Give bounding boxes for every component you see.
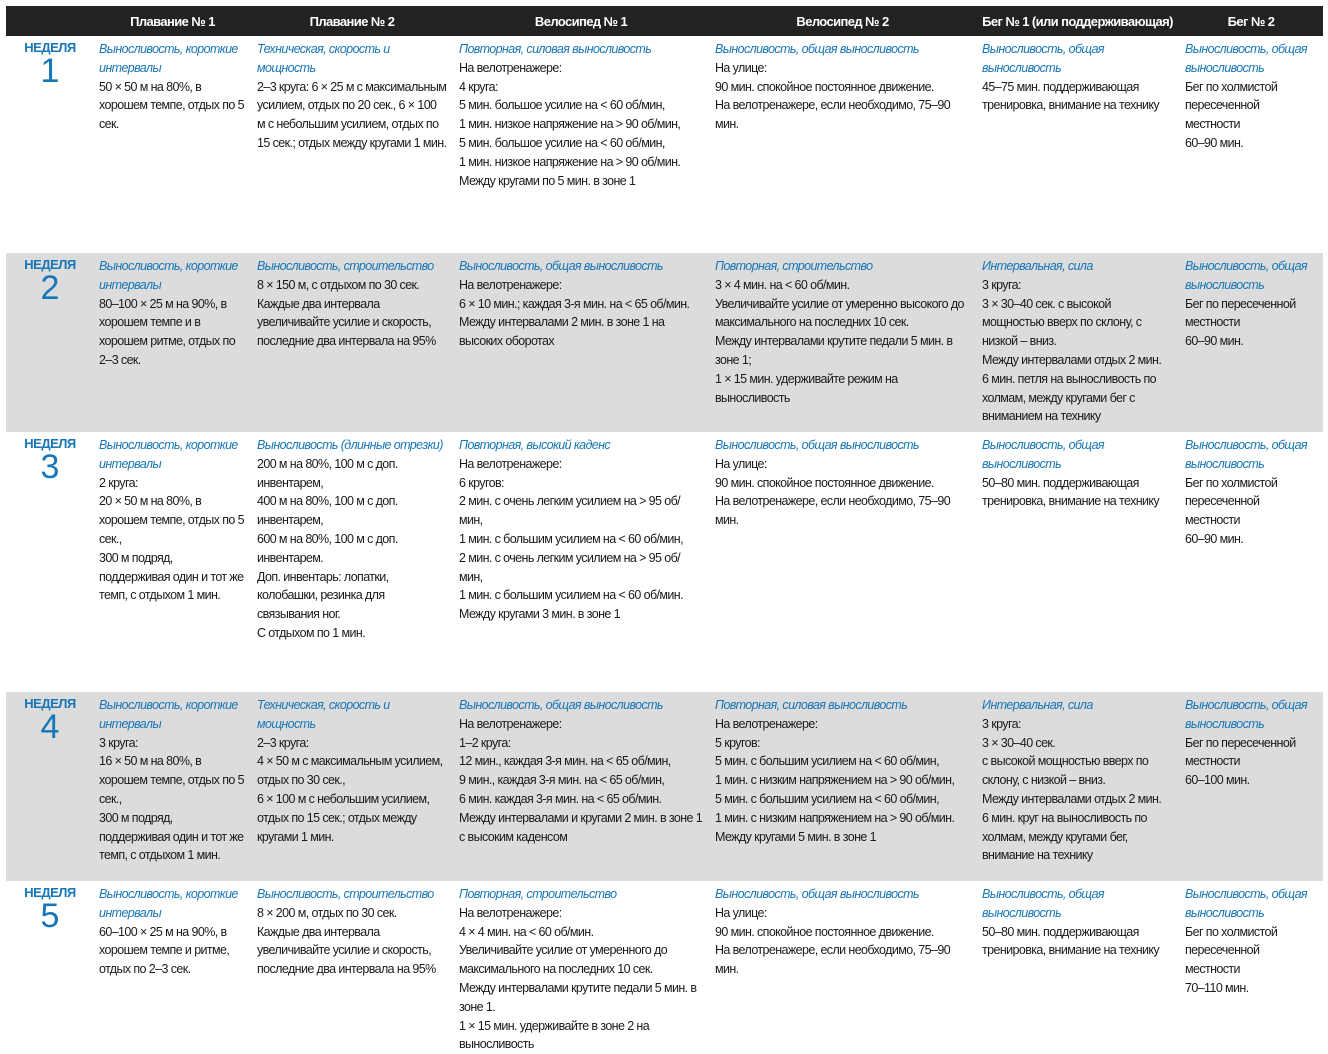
workout-detail-line: 6 мин. каждая 3-я мин. на < 65 об/мин. — [459, 791, 662, 806]
workout-cell-bike-2 — [709, 881, 976, 1041]
workout-detail-line: 400 м на 80%, 100 м с доп. инвентарем, — [257, 494, 398, 528]
workout-detail-line: 60–90 мин. — [1185, 334, 1244, 349]
week-label: НЕДЕЛЯ — [24, 885, 76, 900]
workout-cell-bike-1 — [453, 432, 709, 692]
workout-detail-line: Между интервалами отдых 2 мин. — [982, 352, 1162, 367]
workout-cell-swim-1 — [94, 36, 251, 253]
workout-detail-line: Между кругами 5 мин. в зоне 1 — [715, 829, 876, 844]
header-blank — [6, 6, 94, 36]
workout-detail-line: 2–3 круга: 6 × 25 м с максимальным усилием, отдых по 20 сек., 6 × 100 м с небольшим усилием, отдых по 15 сек.; отдых между кругами 1 мин. — [257, 79, 447, 150]
workout-detail-line: 1–2 круга: — [459, 735, 511, 750]
week-row — [6, 253, 1323, 432]
workout-cell-swim-2 — [251, 432, 453, 692]
workout-detail-line: 60–100 мин. — [1185, 773, 1250, 788]
week-label: НЕДЕЛЯ — [24, 696, 76, 711]
week-number: 2 — [40, 269, 60, 307]
workout-detail-line: На велотренажере, если необходимо, 75–90 мин. — [715, 494, 951, 528]
table-body — [6, 36, 1323, 1052]
header-run-1: Бег № 1 (или поддерживающая) — [982, 13, 1173, 29]
workout-detail-line: Между интервалами 2 мин. в зоне 1 на высоких оборотах — [459, 315, 665, 349]
workout-detail-line: 60–90 мин. — [1185, 135, 1244, 150]
workout-type: Выносливость, общая выносливость — [715, 438, 919, 452]
workout-detail-line: 600 м на 80%, 100 м с доп. инвентарем. — [257, 531, 398, 565]
workout-detail-line: 8 × 150 м, с отдыхом по 30 сек. Каждые два интервала увеличивайте усилие и скорость, последние два интервала на 95% — [257, 277, 436, 349]
workout-detail-line: 1 × 15 мин. удерживайте в зоне 2 на выносливость — [459, 1018, 650, 1052]
workout-detail-line: Увеличивайте усилие от умеренно высокого до максимального на последних 10 сек. — [715, 296, 964, 330]
workout-detail-line: Доп. инвентарь: лопатки, колобашки, резинка для связывания ног. — [257, 569, 389, 622]
workout-detail-line: Между интервалами крутите педали 5 мин. в зоне 1; — [715, 334, 953, 367]
week-row — [6, 432, 1323, 692]
workout-cell-bike-2 — [709, 432, 976, 692]
workout-type: Выносливость, общая выносливость — [982, 887, 1104, 920]
workout-detail-line: 6 × 100 м с небольшим усилием, отдых по 15 сек.; отдых между кругами 1 мин. — [257, 791, 430, 844]
training-plan-table — [6, 6, 1323, 1052]
table-header — [6, 6, 1323, 36]
workout-cell-bike-2 — [709, 692, 976, 881]
workout-type: Выносливость, общая выносливость — [982, 42, 1104, 75]
workout-cell-swim-2 — [251, 36, 453, 253]
workout-cell-run-2 — [1179, 881, 1323, 1041]
workout-detail-line: 9 мин., каждая 3-я мин. на < 65 об/мин, — [459, 773, 665, 788]
workout-cell-swim-1 — [94, 253, 251, 432]
workout-cell-swim-1 — [94, 692, 251, 881]
workout-detail-line: 8 × 200 м, отдых по 30 сек. — [257, 905, 397, 920]
workout-detail-line: На улице: — [715, 905, 767, 920]
workout-detail-line: 3 × 30–40 сек. — [982, 735, 1056, 750]
workout-type: Выносливость, общая выносливость — [1185, 438, 1307, 471]
workout-type: Выносливость, общая выносливость — [715, 887, 919, 901]
workout-detail-line: 2–3 круга: — [257, 735, 309, 750]
workout-detail-line: 1 × 15 мин. удерживайте режим на выносливость — [715, 371, 898, 405]
workout-detail-line: 2 мин. с очень легким усилием на > 95 об/мин, — [459, 550, 681, 584]
workout-detail-line: 4 × 50 м с максимальным усилием, отдых по 30 сек., — [257, 754, 443, 788]
workout-detail-line: 3 × 30–40 сек. с высокой мощностью вверх по склону, с низкой – вниз. — [982, 296, 1142, 349]
header-swim-2: Плавание № 2 — [309, 13, 395, 29]
workout-type: Выносливость, короткие интервалы — [99, 259, 238, 292]
week-number: 4 — [40, 708, 60, 746]
workout-detail-line: 2 круга: — [99, 475, 138, 490]
workout-cell-run-1 — [976, 253, 1179, 432]
workout-detail-line: 70–110 мин. — [1185, 980, 1249, 995]
workout-cell-bike-2 — [709, 253, 976, 432]
workout-detail-line: Каждые два интервала увеличивайте усилие и скорость, последние два интервала на 95% — [257, 924, 436, 977]
workout-type: Интервальная, сила — [982, 259, 1093, 273]
workout-detail-line: Между интервалами и кругами 2 мин. в зоне 1 с высоким каденсом — [459, 810, 703, 844]
workout-detail-line: Бег по холмистой пересеченной местности — [1185, 475, 1278, 528]
workout-type: Выносливость, общая выносливость — [1185, 42, 1307, 75]
workout-type: Повторная, силовая выносливость — [715, 698, 908, 712]
workout-detail-line: 20 × 50 м на 80%, в хорошем темпе, отдых по 5 сек., — [99, 494, 244, 546]
workout-detail-line: 50–80 мин. поддерживающая тренировка, внимание на технику — [982, 924, 1160, 958]
workout-detail-line: 1 мин. низкое напряжение на > 90 об/мин. — [459, 154, 681, 169]
workout-detail-line: 300 м подряд, поддерживая один и тот же темп, с отдыхом 1 мин. — [99, 810, 244, 863]
workout-detail-line: На велотренажере: — [715, 716, 818, 731]
workout-detail-line: Бег по холмистой пересеченной местности — [1185, 924, 1278, 977]
workout-type: Выносливость, общая выносливость — [715, 42, 919, 56]
workout-detail-line: На велотренажере, если необходимо, 75–90 мин. — [715, 943, 951, 977]
workout-type: Выносливость, короткие интервалы — [99, 698, 238, 731]
workout-detail-line: На велотренажере: — [459, 60, 562, 75]
workout-detail-line: 5 мин. большое усилие на < 60 об/мин, — [459, 135, 665, 150]
workout-type: Техническая, скорость и мощность — [257, 42, 390, 75]
workout-type: Выносливость, короткие интервалы — [99, 42, 238, 75]
workout-detail-line: 90 мин. спокойное постоянное движение. — [715, 924, 934, 939]
workout-cell-bike-1 — [453, 253, 709, 432]
workout-detail-line: На улице: — [715, 456, 767, 471]
workout-detail-line: 3 круга: — [982, 277, 1021, 292]
workout-cell-run-2 — [1179, 253, 1323, 432]
workout-detail-line: 1 мин. с большим усилием на < 60 об/мин, — [459, 531, 683, 546]
workout-type: Выносливость, общая выносливость — [1185, 698, 1307, 731]
workout-type: Выносливость, строительство — [257, 887, 434, 901]
workout-detail-line: 80–100 × 25 м на 90%, в хорошем темпе и в хорошем ритме, отдых по 2–3 сек. — [99, 296, 236, 367]
workout-cell-run-2 — [1179, 692, 1323, 881]
workout-detail-line: 12 мин., каждая 3-я мин. на < 65 об/мин, — [459, 754, 671, 769]
week-cell — [6, 881, 94, 1041]
workout-detail-line: Между интервалами отдых 2 мин. — [982, 791, 1162, 806]
workout-cell-bike-1 — [453, 36, 709, 253]
workout-type: Выносливость, общая выносливость — [982, 438, 1104, 471]
header-run-2: Бег № 2 — [1227, 13, 1275, 29]
week-label: НЕДЕЛЯ — [24, 436, 76, 451]
workout-detail-line: 3 × 4 мин. на < 60 об/мин. — [715, 277, 850, 292]
week-cell — [6, 692, 94, 881]
workout-detail-line: На велотренажере, если необходимо, 75–90 мин. — [715, 98, 951, 132]
workout-cell-swim-2 — [251, 692, 453, 881]
workout-detail-line: 90 мин. спокойное постоянное движение. — [715, 79, 934, 94]
workout-type: Выносливость, общая выносливость — [459, 698, 663, 712]
week-cell — [6, 253, 94, 432]
workout-detail-line: 5 кругов: — [715, 735, 760, 750]
workout-cell-swim-2 — [251, 881, 453, 1041]
week-label: НЕДЕЛЯ — [24, 40, 76, 55]
workout-detail-line: На велотренажере: — [459, 905, 562, 920]
workout-type: Повторная, высокий каденс — [459, 438, 611, 452]
workout-type: Интервальная, сила — [982, 698, 1093, 712]
workout-cell-bike-2 — [709, 36, 976, 253]
workout-detail-line: На улице: — [715, 60, 767, 75]
workout-type: Выносливость, короткие интервалы — [99, 887, 238, 920]
workout-detail-line: 6 мин. петля на выносливость по холмам, между кругами бег с вниманием на технику — [982, 371, 1157, 424]
workout-detail-line: 6 мин. круг на выносливость по холмам, между кругами бег, внимание на технику — [982, 810, 1147, 863]
workout-detail-line: Между интервалами крутите педали 5 мин. в зоне 1. — [459, 980, 697, 1014]
workout-detail-line: 1 мин. низкое напряжение на > 90 об/мин, — [459, 117, 681, 132]
workout-type: Выносливость, общая выносливость — [1185, 259, 1307, 292]
workout-detail-line: 60–100 × 25 м на 90%, в хорошем темпе и ритме, отдых по 2–3 сек. — [99, 924, 230, 977]
workout-detail-line: с высокой мощностью вверх по склону, с низкой – вниз. — [982, 754, 1149, 788]
workout-detail-line: Бег по холмистой пересеченной местности — [1185, 79, 1278, 132]
workout-detail-line: 1 мин. с большим усилием на < 60 об/мин. — [459, 588, 683, 603]
workout-cell-swim-1 — [94, 881, 251, 1041]
workout-cell-bike-1 — [453, 881, 709, 1052]
week-label: НЕДЕЛЯ — [24, 257, 76, 272]
workout-cell-run-2 — [1179, 432, 1323, 692]
workout-type: Техническая, скорость и мощность — [257, 698, 390, 731]
workout-detail-line: На велотренажере: — [459, 716, 562, 731]
workout-detail-line: Бег по пересеченной местности — [1185, 296, 1296, 330]
workout-cell-run-1 — [976, 881, 1179, 1041]
week-number: 5 — [40, 897, 60, 935]
workout-detail-line: Между кругами по 5 мин. в зоне 1 — [459, 173, 636, 188]
workout-detail-line: 300 м подряд, поддерживая один и тот же темп, с отдыхом 1 мин. — [99, 550, 244, 603]
workout-type: Повторная, строительство — [715, 259, 873, 273]
workout-detail-line: Бег по пересеченной местности — [1185, 735, 1296, 769]
workout-detail-line: 1 мин. с низким напряжением на > 90 об/мин, — [715, 773, 955, 788]
workout-detail-line: 5 мин. большое усилие на < 60 об/мин, — [459, 98, 665, 113]
week-row — [6, 36, 1323, 253]
workout-detail-line: 3 круга: — [982, 716, 1021, 731]
workout-type: Выносливость, общая выносливость — [1185, 887, 1307, 920]
workout-detail-line: 16 × 50 м на 80%, в хорошем темпе, отдых по 5 сек., — [99, 754, 244, 806]
workout-detail-line: 4 круга: — [459, 79, 498, 94]
workout-detail-line: 50–80 мин. поддерживающая тренировка, внимание на технику — [982, 475, 1160, 509]
workout-type: Выносливость, короткие интервалы — [99, 438, 238, 471]
workout-detail-line: 200 м на 80%, 100 м с доп. инвентарем, — [257, 456, 398, 490]
week-number: 3 — [40, 448, 60, 486]
week-cell — [6, 36, 94, 253]
workout-detail-line: На велотренажере: — [459, 456, 562, 471]
workout-detail-line: 50 × 50 м на 80%, в хорошем темпе, отдых по 5 сек. — [99, 79, 244, 132]
workout-cell-run-2 — [1179, 36, 1323, 253]
workout-detail-line: 45–75 мин. поддерживающая тренировка, внимание на технику — [982, 79, 1160, 113]
workout-cell-run-1 — [976, 432, 1179, 692]
workout-cell-run-1 — [976, 692, 1179, 881]
workout-type: Выносливость, общая выносливость — [459, 259, 663, 273]
workout-cell-run-1 — [976, 36, 1179, 253]
workout-detail-line: На велотренажере: — [459, 277, 562, 292]
workout-detail-line: Увеличивайте усилие от умеренного до максимального на последних 10 сек. — [459, 943, 668, 977]
workout-type: Повторная, строительство — [459, 887, 617, 901]
workout-cell-swim-1 — [94, 432, 251, 692]
workout-detail-line: 5 мин. с большим усилием на < 60 об/мин, — [715, 754, 939, 769]
week-row — [6, 881, 1323, 1052]
workout-detail-line: 3 круга: — [99, 735, 138, 750]
workout-detail-line: С отдыхом по 1 мин. — [257, 625, 366, 640]
workout-detail-line: 1 мин. с низким напряжением на > 90 об/мин. — [715, 810, 955, 825]
header-bike-1: Велосипед № 1 — [534, 13, 628, 29]
header-swim-1: Плавание № 1 — [130, 13, 215, 29]
workout-detail-line: 6 кругов: — [459, 475, 504, 490]
workout-type: Выносливость (длинные отрезки) — [257, 438, 443, 452]
workout-detail-line: 2 мин. с очень легким усилием на > 95 об/мин, — [459, 494, 681, 528]
week-cell — [6, 432, 94, 692]
workout-cell-bike-1 — [453, 692, 709, 881]
workout-detail-line: 6 × 10 мин.; каждая 3-я мин. на < 65 об/мин. — [459, 296, 690, 311]
workout-detail-line: 90 мин. спокойное постоянное движение. — [715, 475, 934, 490]
workout-detail-line: 5 мин. с большим усилием на < 60 об/мин, — [715, 791, 939, 806]
workout-detail-line: 4 × 4 мин. на < 60 об/мин. — [459, 924, 594, 939]
week-number: 1 — [40, 52, 60, 90]
workout-detail-line: 60–90 мин. — [1185, 531, 1244, 546]
workout-type: Повторная, силовая выносливость — [459, 42, 652, 56]
workout-type: Выносливость, строительство — [257, 259, 434, 273]
workout-detail-line: Между кругами 3 мин. в зоне 1 — [459, 607, 620, 622]
workout-cell-swim-2 — [251, 253, 453, 432]
week-row — [6, 692, 1323, 881]
header-bike-2: Велосипед № 2 — [796, 13, 889, 29]
